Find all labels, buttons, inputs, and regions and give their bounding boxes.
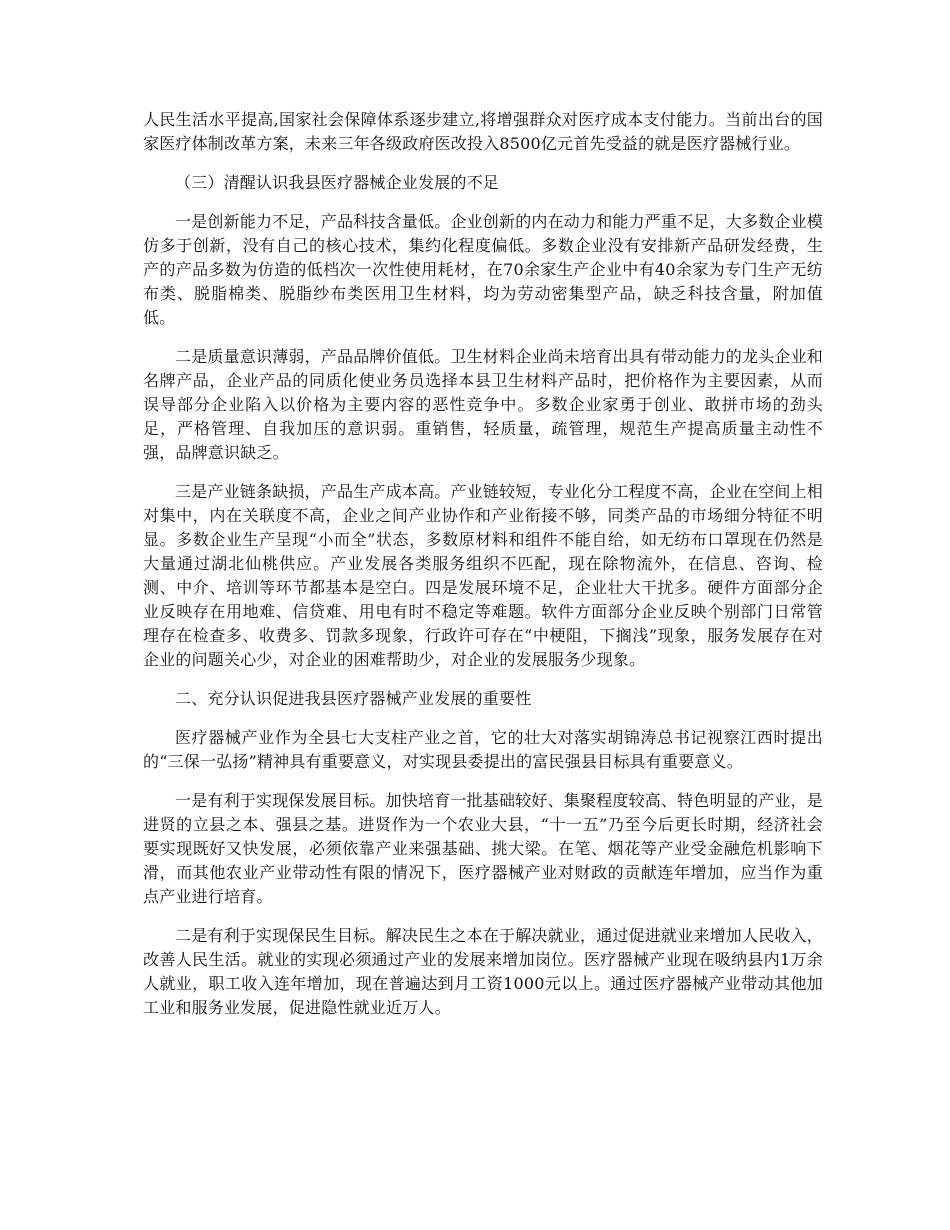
paragraph-innovation: 一是创新能力不足，产品科技含量低。企业创新的内在动力和能力严重不足，大多数企业模仿多于创新，没有自己的核心技术，集约化程度偏低。多数企业没有安排新产品研发经费，生产的产品多数为仿造的低档次一次性使用耗材，在70余家生产企业中有40余家为专门生产无纺布类、脱脂棉类、脱脂纱布类医用卫生材料，均为劳动密集型产品，缺乏科技含量，附加值低。 <box>143 212 824 327</box>
document-page <box>143 108 823 1035</box>
paragraph-medical-reform: 人民生活水平提高,国家社会保障体系逐步建立,将增强群众对医疗成本支付能力。当前出台的国家医疗体制改革方案，未来三年各级政府医改投入8500亿元首先受益的就是医疗器械行业。 <box>143 110 823 153</box>
section-heading-shortcomings: （三）清醒认识我县医疗器械企业发展的不足 <box>175 173 500 192</box>
paragraph-quality: 二是质量意识薄弱，产品品牌价值低。卫生材料企业尚未培育出具有带动能力的龙头企业和名牌产品，企业产品的同质化使业务员选择本县卫生材料产品时，把价格作为主要因素，从而误导部分企业陷入以价格为主要内容的恶性竞争中。多数企业家勇于创业、敢拼市场的劲头足，严格管理、自我加压的意识弱。重销售，轻质量，疏管理，规范生产提高质量主动性不强，品牌意识缺乏。 <box>143 347 824 462</box>
paragraph-development-goal: 一是有利于实现保发展目标。加快培育一批基础较好、集聚程度较高、特色明显的产业，是进贤的立县之本、强县之基。进贤作为一个农业大县，“十一五”乃至今后更长时期，经济社会要实现既好又快发展，必须依靠产业来强基础、挑大梁。在笔、烟花等产业受金融危机影响下滑，而其他农业产业带动性有限的情况下，医疗器械产业对财政的贡献连年增加，应当作为重点产业进行培育。 <box>143 791 824 906</box>
paragraph-livelihood-goal: 二是有利于实现保民生目标。解决民生之本在于解决就业，通过促进就业来增加人民收入，改善人民生活。就业的实现必须通过产业的发展来增加岗位。医疗器械产业现在吸纳县内1万余人就业，职工收入连年增加，现在普遍达到月工资1000元以上。通过医疗器械产业带动其他加工业和服务业发展，促进隐性就业近万人。 <box>143 926 824 1017</box>
paragraph-industry-chain: 三是产业链条缺损，产品生产成本高。产业链较短，专业化分工程度不高，企业在空间上相对集中，内在关联度不高，企业之间产业协作和产业衔接不够，同类产品的市场细分特征不明显。多数企业生产呈现“小而全”状态，多数原材料和组件不能自给，如无纺布口罩现在仍然是大量通过湖北仙桃供应。产业发展各类服务组织不匹配，现在除物流外，在信息、咨询、检测、中介、培训等环节都基本是空白。四是发展环境不足，企业壮大干扰多。硬件方面部分企业反映存在用地难、信贷难、用电有时不稳定等难题。软件方面部分企业反映个别部门日常管理存在检查多、收费多、罚款多现象，行政许可存在“中梗阻，下搁浅”现象，服务发展存在对企业的问题关心少，对企业的困难帮助少，对企业的发展服务少现象。 <box>143 482 824 669</box>
paragraph-pillar-industry: 医疗器械产业作为全县七大支柱产业之首，它的壮大对落实胡锦涛总书记视察江西时提出的“三保一弘扬”精神具有重要意义，对实现县委提出的富民强县目标具有重要意义。 <box>143 728 823 771</box>
section-heading-importance: 二、充分认识促进我县医疗器械产业发展的重要性 <box>175 689 532 708</box>
